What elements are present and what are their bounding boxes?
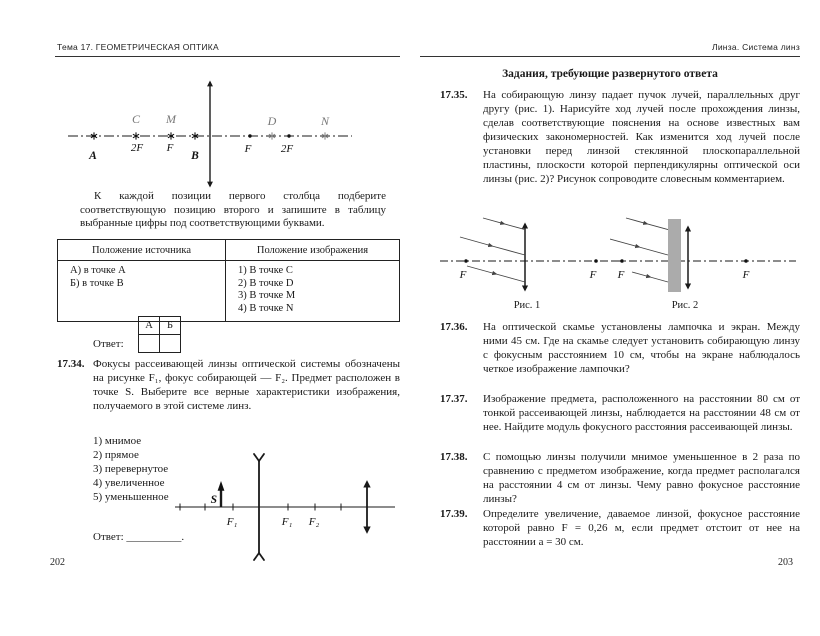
image-options-cell	[226, 261, 400, 322]
matching-intro: К каждой позиции первого столбца подберите соответствующую позицию второго и запишите в таблицу выбранные цифры под соответствующими буквами.	[80, 190, 386, 230]
image-item: 1) В точке C	[238, 265, 293, 276]
image-item: 2) В точке D	[238, 277, 294, 289]
source-options-cell	[58, 261, 226, 322]
object-arrow-head	[218, 481, 225, 491]
answer-line: Ответ: __________.	[93, 531, 185, 543]
lens-system-diagram	[172, 452, 398, 562]
problem-text: Изображение предмета, расположенного на расстоянии 80 см от тонкой рассеивающей линзы, наблюдается на расстоянии 48 см от нее. Найдите модуль фокусного расстояния рассеивающей линзы.	[483, 393, 800, 433]
problem-17-37	[440, 392, 800, 434]
focus-dot-right	[248, 134, 251, 137]
source-column-header: Положение источника	[58, 240, 226, 261]
page-number-left: 202	[50, 557, 65, 568]
answer-grid-header-b: Б	[160, 317, 181, 335]
focus-dot-right	[594, 259, 598, 263]
head-rule-left	[55, 56, 400, 57]
glass-plate	[668, 219, 681, 292]
problem-17-38	[440, 450, 800, 506]
parallel-rays	[460, 218, 525, 282]
problem-text: На собирающую линзу падает пучок лучей, параллельных друг другу (рис. 1). Нарисуйте ход лучей после прохождения линзы, сделав соответствующие пояснения на основе известных вам физических закономерностей. Как изменится ход лучей после установки перед линзой стеклянной плоскопараллельной пластины, плоскости которой перпендикулярны оптической оси линзы (рис. 2)? Рисунок сопроводите словесным комментарием.	[483, 89, 800, 185]
option-5: 5) уменьшенное	[93, 491, 169, 503]
source-item: Б) в точке B	[70, 277, 124, 289]
problem-number: 17.35.	[440, 89, 468, 101]
focus-dot-left	[620, 259, 624, 263]
problem-number: 17.39.	[440, 508, 468, 520]
label-m: M	[166, 112, 176, 126]
source-item: А) в точке A	[70, 265, 126, 276]
section-heading: Задания, требующие развернутого ответа	[502, 68, 718, 80]
figure-2-caption: Рис. 2	[671, 300, 699, 311]
label-f-left: F	[459, 269, 467, 281]
point-marker-c	[133, 132, 139, 139]
label-f-right: F	[742, 269, 750, 281]
answer-grid-cell-a	[139, 335, 160, 353]
figure-1-caption: Рис. 1	[513, 300, 541, 311]
image-item: 4) В точке N	[238, 302, 294, 314]
problem-number: 17.38.	[440, 451, 468, 463]
label-c: C	[131, 112, 141, 126]
running-head-right: Линза. Система линз	[711, 42, 800, 52]
label-f-left: F	[617, 269, 625, 281]
label-d: D	[267, 114, 277, 128]
label-n: N	[320, 114, 330, 128]
label-2f-left: 2F	[130, 142, 144, 154]
head-rule-right	[420, 56, 800, 57]
label-f2: F₂	[308, 516, 320, 528]
problem-text: С помощью линзы получили мнимое уменьшенное в 2 раза по сравнению с предметом изображение, когда предмет располагался на расстоянии 4 см от линзы. Чему равно фокусное расстояние линзы?	[483, 451, 800, 505]
answer-grid-header-a: А	[139, 317, 160, 335]
problem-17-36	[440, 320, 800, 376]
lens-axis-diagram	[60, 72, 370, 194]
answer-grid	[138, 316, 181, 353]
label-a: A	[89, 150, 97, 162]
focus-dot-left	[464, 259, 468, 263]
label-f-right: F	[589, 269, 597, 281]
point-marker-m	[168, 132, 174, 139]
figure-1-diagram	[437, 216, 617, 302]
image-item: 3) В точке M	[238, 290, 296, 301]
answer-grid-cell-b	[160, 335, 181, 353]
problem-number: 17.36.	[440, 321, 468, 333]
problem-17-39	[440, 507, 800, 549]
matching-table	[57, 239, 400, 322]
label-2f-right: 2F	[280, 143, 294, 155]
problem-17-34	[57, 357, 400, 413]
label-b: B	[191, 150, 199, 162]
label-s: S	[210, 494, 217, 506]
page-number-right: 203	[778, 557, 793, 568]
label-f-left: F	[166, 142, 174, 154]
label-f1-left: F₁	[226, 516, 238, 528]
problem-number: 17.37.	[440, 393, 468, 405]
option-4: 4) увеличенное	[93, 477, 165, 489]
options-list	[93, 434, 169, 504]
problem-17-35	[440, 88, 800, 186]
image-column-header: Положение изображения	[226, 240, 400, 261]
label-f1-right: F₁	[281, 516, 293, 528]
option-3: 3) перевернутое	[93, 463, 169, 475]
problem-number: 17.34.	[57, 358, 85, 370]
figure-2-diagram	[610, 216, 800, 302]
label-f-right: F	[244, 143, 252, 155]
focus-dot-right	[744, 259, 748, 263]
running-head-left: Тема 17. ГЕОМЕТРИЧЕСКАЯ ОПТИКА	[57, 42, 219, 52]
problem-text: Фокусы рассеивающей линзы оптической системы обозначены на рисунке F₁, фокус собирающей — F₂. Предмет расположен в точке S. Выберите все верные характеристики изображения, получаемого в этой системе линз.	[93, 358, 400, 412]
option-2: 2) прямое	[93, 449, 139, 461]
double-focus-dot-right	[287, 134, 290, 137]
problem-text: На оптической скамье установлены лампочка и экран. Между ними 45 см. Где на скамье следует установить собирающую линзу с фокусным расстоянием 10 см, чтобы на экране наблюдалось четкое изображение лампочки?	[483, 321, 800, 375]
option-1: 1) мнимое	[93, 435, 142, 447]
problem-text: Определите увеличение, даваемое линзой, фокусное расстояние которой равно F = 0,26 м, если предмет отстоит от нее на расстоянии a = 30 см.	[483, 508, 800, 548]
answer-grid-label: Ответ:	[93, 338, 124, 350]
